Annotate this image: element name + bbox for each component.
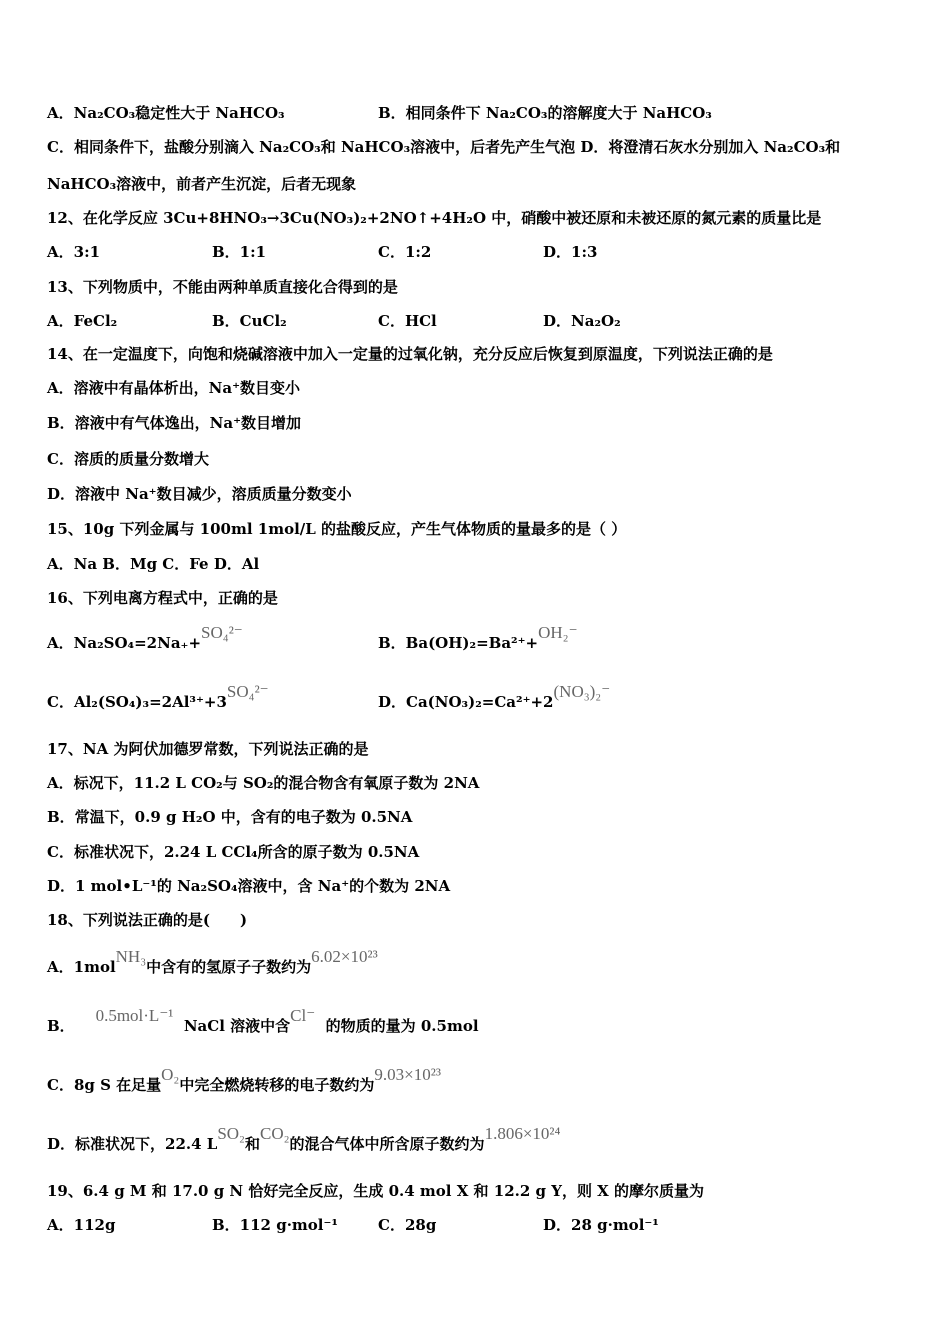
q13-stem: 13、下列物质中，不能由两种单质直接化合得到的是 bbox=[47, 278, 398, 296]
q18-stem: 18、下列说法正确的是( ) bbox=[47, 911, 248, 929]
q18-option-c bbox=[47, 1065, 441, 1095]
q18-option-a bbox=[47, 947, 378, 977]
q19-option-c: C．28g bbox=[378, 1216, 437, 1234]
q15-options: A．Na B．Mg C．Fe D．Al bbox=[47, 555, 260, 573]
q18-option-c-text1: C．8g S 在足量 bbox=[47, 1076, 162, 1094]
q19-stem: 19、6.4 g M 和 17.0 g N 恰好完全反应，生成 0.4 mol X 和 12.2 g Y，则 X 的摩尔质量为 bbox=[47, 1182, 705, 1200]
q12-option-d: D．1:3 bbox=[543, 243, 598, 261]
q17-option-b: B．常温下，0.9 g H₂O 中，含有的电子数为 0.5NA bbox=[47, 808, 413, 826]
q18-option-d bbox=[47, 1124, 561, 1154]
q17-option-c: C．标准状况下，2.24 L CCl₄所含的原子数为 0.5NA bbox=[47, 843, 420, 861]
q18-option-a-text2: 中含有的氢原子子数约为 bbox=[146, 958, 312, 976]
q18-option-b-text3: 的物质的量为 0.5mol bbox=[325, 1017, 479, 1035]
q18-option-b-formula2: Cl⁻ bbox=[290, 1006, 316, 1025]
q19-option-b: B．112 g·mol⁻¹ bbox=[212, 1216, 338, 1234]
q18-option-d-formula3: 1.806×10²⁴ bbox=[484, 1124, 561, 1143]
q18-option-b bbox=[47, 1006, 479, 1036]
q16-stem: 16、下列电离方程式中，正确的是 bbox=[47, 589, 278, 607]
q15-stem: 15、10g 下列金属与 100ml 1mol/L 的盐酸反应，产生气体物质的量最多的是（ ） bbox=[47, 520, 627, 538]
q18-option-d-text3: 的混合气体中所含原子数约为 bbox=[289, 1135, 485, 1153]
q18-option-c-formula2: 9.03×10²³ bbox=[374, 1065, 441, 1084]
q16-option-a-formula: SO₄²⁻ bbox=[201, 623, 243, 642]
q16-option-b-formula: OH₂⁻ bbox=[538, 623, 578, 642]
q18-option-a-formula1: NH₃ bbox=[115, 947, 147, 966]
q13-option-d: D．Na₂O₂ bbox=[543, 312, 621, 330]
q16-option-a-text: A．Na₂SO₄=2Na₊+ bbox=[47, 634, 202, 652]
q18-option-d-text2: 和 bbox=[244, 1135, 260, 1153]
q16-option-b-text: B．Ba(OH)₂=Ba²⁺+ bbox=[378, 634, 539, 652]
q12-option-b: B．1:1 bbox=[212, 243, 267, 261]
q16-option-d-text: D．Ca(NO₃)₂=Ca²⁺+2 bbox=[378, 693, 554, 711]
q11-option-b: B．相同条件下 Na₂CO₃的溶解度大于 NaHCO₃ bbox=[378, 104, 712, 122]
q13-option-b: B．CuCl₂ bbox=[212, 312, 287, 330]
q14-option-d: D．溶液中 Na⁺数目减少，溶质质量分数变小 bbox=[47, 485, 352, 503]
q16-option-d-formula: (NO₃)₂⁻ bbox=[553, 682, 611, 701]
q12-stem: 12、在化学反应 3Cu+8HNO₃→3Cu(NO₃)₂+2NO↑+4H₂O 中，硝酸中被还原和未被还原的氮元素的质量比是 bbox=[47, 209, 822, 227]
q16-option-a bbox=[47, 623, 243, 653]
q16-option-c-formula: SO₄²⁻ bbox=[226, 682, 269, 701]
q18-option-a-text1: A．1mol bbox=[47, 958, 116, 976]
q16-option-b bbox=[378, 623, 578, 653]
q19-option-d: D．28 g·mol⁻¹ bbox=[543, 1216, 659, 1234]
q13-option-c: C．HCl bbox=[378, 312, 437, 330]
q11-option-d-cont: NaHCO₃溶液中，前者产生沉淀，后者无现象 bbox=[47, 175, 357, 193]
q18-option-c-text2: 中完全燃烧转移的电子数约为 bbox=[179, 1076, 375, 1094]
q14-stem: 14、在一定温度下，向饱和烧碱溶液中加入一定量的过氧化钠，充分反应后恢复到原温度，下列说法正确的是 bbox=[47, 345, 773, 363]
q18-option-b-text1: B． bbox=[47, 1017, 75, 1035]
q17-option-a: A．标况下，11.2 L CO₂与 SO₂的混合物含有氧原子数为 2NA bbox=[47, 774, 480, 792]
q18-option-d-formula1: SO₂ bbox=[217, 1124, 245, 1143]
q14-option-b: B．溶液中有气体逸出，Na⁺数目增加 bbox=[47, 414, 302, 432]
q18-option-a-formula2: 6.02×10²³ bbox=[311, 947, 378, 966]
q16-option-c bbox=[47, 682, 269, 712]
q12-option-a: A．3:1 bbox=[47, 243, 101, 261]
q17-option-d: D．1 mol•L⁻¹的 Na₂SO₄溶液中，含 Na⁺的个数为 2NA bbox=[47, 877, 451, 895]
q17-stem: 17、NA 为阿伏加德罗常数，下列说法正确的是 bbox=[47, 740, 369, 758]
q18-option-d-formula2: CO₂ bbox=[260, 1124, 290, 1143]
q18-option-b-text2: NaCl 溶液中含 bbox=[183, 1017, 291, 1035]
q12-option-c: C．1:2 bbox=[378, 243, 432, 261]
q13-option-a: A．FeCl₂ bbox=[47, 312, 118, 330]
q19-option-a: A．112g bbox=[47, 1216, 116, 1234]
q18-option-b-formula1: 0.5mol·L⁻¹ bbox=[95, 1006, 174, 1025]
q18-option-d-text1: D．标准状况下，22.4 L bbox=[47, 1135, 218, 1153]
q16-option-c-text: C．Al₂(SO₄)₃=2Al³⁺+3 bbox=[47, 693, 227, 711]
q14-option-c: C．溶质的质量分数增大 bbox=[47, 450, 209, 468]
q11-option-c: C．相同条件下，盐酸分别滴入 Na₂CO₃和 NaHCO₃溶液中，后者先产生气泡 D．将澄清石灰水分别加入 Na₂CO₃和 bbox=[47, 138, 841, 156]
q18-option-c-formula1: O₂ bbox=[161, 1065, 180, 1084]
q11-option-a: A．Na₂CO₃稳定性大于 NaHCO₃ bbox=[47, 104, 285, 122]
q14-option-a: A．溶液中有晶体析出，Na⁺数目变小 bbox=[47, 379, 300, 397]
q16-option-d bbox=[378, 682, 611, 712]
